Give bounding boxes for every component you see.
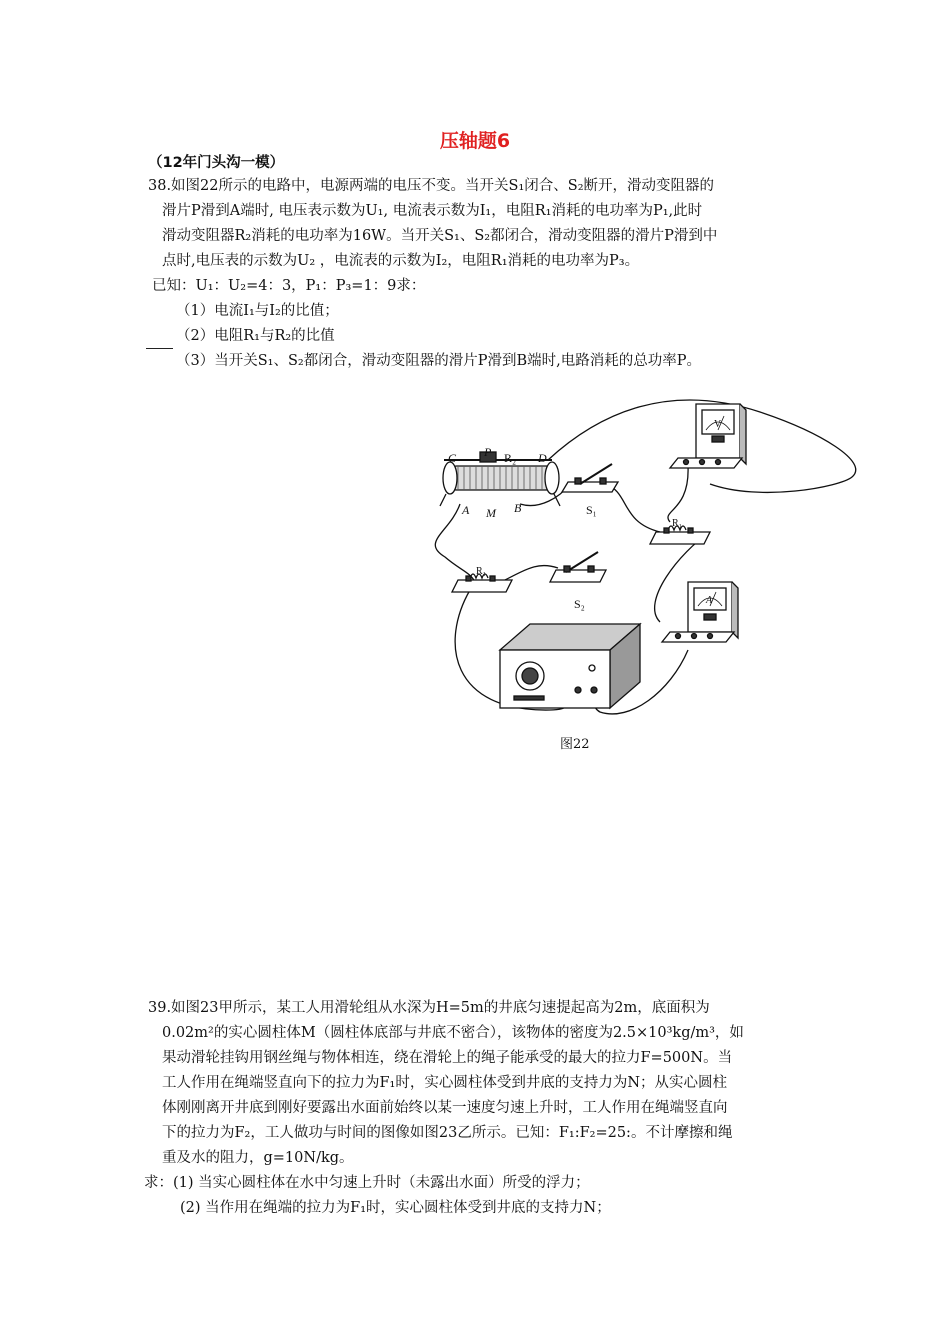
q39-line-5: 体刚刚离开井底到刚好要露出水面前始终以某一速度匀速上升时，工人作用在绳端竖直向 [162,1100,728,1116]
label-a: A [462,503,470,517]
label-p: P [484,445,492,459]
q38-sub-1: （1）电流I₁与I₂的比值； [176,303,339,319]
label-m: M [486,506,496,520]
label-ammeter: A [706,595,713,606]
label-voltmeter: V [714,419,722,430]
page-title: 压轴题6 [439,130,511,152]
q39-ask-2: (2) 当作用在绳端的拉力为F₁时，实心圆柱体受到井底的支持力N； [180,1200,611,1216]
q38-sub-2: （2）电阻R₁与R₂的比值 [176,328,335,344]
figure-caption: 图22 [560,737,590,752]
q39-ask-1: 求：(1) 当实心圆柱体在水中匀速上升时（未露出水面）所受的浮力； [144,1175,590,1191]
question-39-asks [144,1171,611,1221]
label-b: B [514,501,522,515]
switch-s1 [562,464,618,492]
question-38 [148,174,717,374]
voltmeter [670,404,746,468]
q38-line-2: 滑片P滑到A端时, 电压表示数为U₁, 电流表示数为I₁，电阻R₁消耗的电功率为P₁,此时 [162,203,703,219]
label-s1: S₁ [586,503,597,517]
label-d: D [538,451,547,465]
label-c: C [448,451,457,465]
circuit-figure [430,392,870,722]
wire-voltmeter-loop [668,466,688,522]
q39-line-3: 果动滑轮挂钩用钢丝绳与物体相连，绕在滑轮上的绳子能承受的最大的拉力F=500N。当 [162,1050,733,1066]
label-r2: R₂ [504,451,517,465]
label-r1-left: R₁ [476,566,487,577]
exam-source: （12年门头沟一模） [148,155,285,171]
q38-line-1: 38.如图22所示的电路中，电源两端的电压不变。当开关S₁闭合、S₂断开，滑动变阻器的 [148,178,714,194]
switch-s2 [550,552,606,582]
wire-r1left-to-s2 [505,565,558,580]
wire-s1-to-r1right [605,484,660,532]
power-supply [500,624,640,708]
question-39 [148,996,744,1171]
margin-rule [146,348,173,349]
label-r1-top: R₁ [672,518,683,529]
q38-given: 已知：U₁：U₂=4：3，P₁：P₃=1：9求： [152,278,426,294]
q39-line-7: 重及水的阻力，g=10N/kg。 [162,1150,354,1166]
q38-line-4: 点时,电压表的示数为U₂ ，电流表的示数为I₂，电阻R₁消耗的电功率为P₃。 [162,253,640,269]
q38-sub-3: （3）当开关S₁、S₂都闭合，滑动变阻器的滑片P滑到B端时,电路消耗的总功率P。 [176,353,701,369]
q39-line-6: 下的拉力为F₂，工人做功与时间的图像如图23乙所示。已知：F₁:F₂=25:。不计摩擦和绳 [162,1125,733,1141]
q39-line-2: 0.02m²的实心圆柱体M（圆柱体底部与井底不密合），该物体的密度为2.5×10³kg/m³，如 [162,1025,744,1041]
q39-line-4: 工人作用在绳端竖直向下的拉力为F₁时，实心圆柱体受到井底的支持力为N；从实心圆柱 [162,1075,728,1091]
label-s2: S₂ [574,597,585,611]
ammeter [662,582,738,642]
q38-line-3: 滑动变阻器R₂消耗的电功率为16W。当开关S₁、S₂都闭合，滑动变阻器的滑片P滑到中 [162,228,718,244]
q39-line-1: 39.如图23甲所示，某工人用滑轮组从水深为H=5m的井底匀速提起高为2m，底面积为 [148,1000,710,1016]
